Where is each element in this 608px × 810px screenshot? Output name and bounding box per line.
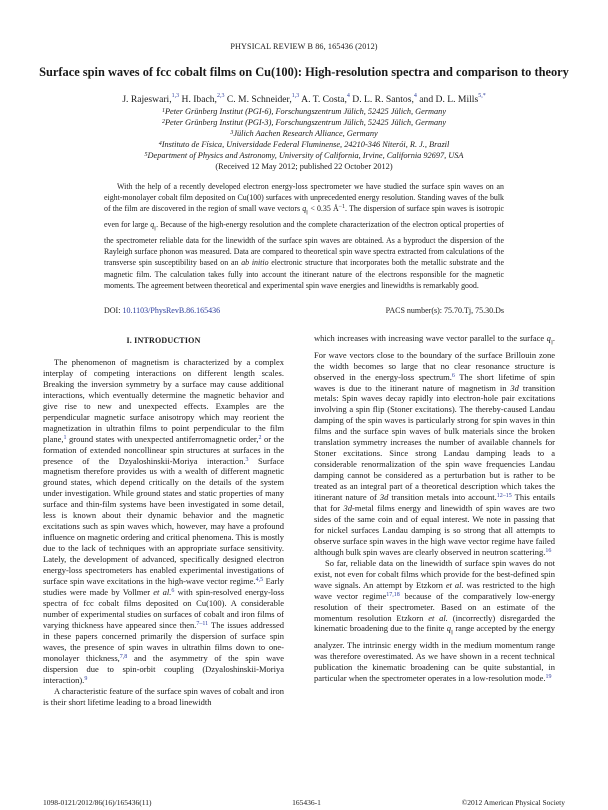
author-name: C. M. Schneider, <box>226 94 292 105</box>
right-column <box>314 333 555 684</box>
journal-header: PHYSICAL REVIEW B 86, 165436 (2012) <box>230 42 378 51</box>
paper-title: Surface spin waves of fcc cobalt films on Cu(100): High-resolution spectra and comparison to theory <box>39 65 569 79</box>
abstract <box>104 181 504 291</box>
author-name: D. L. R. Santos, <box>352 94 414 105</box>
affiliation: $^1$Peter Grünberg Institut (PGI-6), Forschungszentrum Jülich, 52425 Jülich, Germany <box>161 107 447 116</box>
left-column <box>43 336 284 707</box>
affiliation-ref[interactable]: 2,3 <box>216 93 225 99</box>
paragraph: A characteristic feature of the surface spin waves of cobalt and iron is their short lifetime leading to a broad linewidth <box>43 685 284 707</box>
citation-ref[interactable]: 6 <box>451 372 455 379</box>
author-name: A. T. Costa, <box>301 94 347 105</box>
citation-ref[interactable]: 19 <box>545 673 552 680</box>
page-footer <box>43 798 565 807</box>
affiliation-ref[interactable]: 4 <box>346 93 350 99</box>
paragraph: So far, reliable data on the linewidth of surface spin waves do not exist, not even for cobalt films which provide for the best-defined spin wave signals. An attempt by Etzkorn et al. was restricted to the high wave vector regime$^{17,18}$ because of the comparatively low-energy resolution of their spectrometer. Based on an estimate of the momentum resolution Etzkorn et al. (incorrectly) disregarded the kinematic broadening due to the finite $q_{||}$ range accepted by the energy analyzer. The intrinsic energy width in the medium momentum range was therefore overestimated. As we have shown in a recent technical publication the kinematic broadening can be quite substantial, in particular when the spectrometer operates in a low-resolution mode.$^{19}$ <box>314 557 555 683</box>
citation-ref[interactable]: 1 <box>63 434 67 441</box>
abstract-text: With the help of a recently developed electron energy-loss spectrometer we have studied the surface spin waves on an eight-monolayer cobalt film deposited on Cu(100) surfaces with unprecedented energy resolution. Standing waves of the bulk of the film are discovered in the region of small wave vectors $q_{||} < 0.35$ $Å^{-1}$. The dispersion of surface spin waves is isotropic even for large $q_{||}$. Because of the high-energy resolution and the complete characterization of the electron optical properties of the spectrometer reliable data for the linewidth of the surface spin waves are obtained. As a byproduct the dispersion of the Rayleigh surface phonon was measured. Data are compared to theoretical spin wave spectra extracted from calculations of the transverse spin susceptibility based on an ab initio electronic structure that incorporates both the metallic substrate and the magnetic film. The calculation takes fully into account the itinerant nature of the electrons responsible for the magnetic moments. The agreement between theoretical and experimental spin wave energies and linewidths is remarkably good. <box>104 182 505 290</box>
citation-ref[interactable]: 16 <box>545 547 552 554</box>
citation-ref[interactable]: 2 <box>258 434 262 441</box>
citation-ref[interactable]: 12–15 <box>496 493 512 500</box>
affiliation-ref[interactable]: 1,3 <box>171 93 180 99</box>
affiliation-ref[interactable]: 4 <box>413 93 417 99</box>
affiliation: $^3$Jülich Aachen Research Alliance, Germany <box>230 128 378 138</box>
paragraph: The phenomenon of magnetism is characterized by a complex interplay of competing interactions on different length scales. Breaking the inversion symmetry by a surface may cause additional interactions, which eventually determine the magnetic behavior and give rise to new and unexpected effects. Examples are the perpendicular magnetic surface anisotropy which may reorient the magnetization in ultrathin films to point perpendicular to the film plane,$^1$ ground states with unexpected antiferromagnetic order,$^2$ or the formation of extended noncollinear spin structures at surfaces in the presence of the Dzyaloshinskii-Moriya interaction.$^3$ Surface magnetism therefore provides us with a wealth of different magnetic ground states, which depend critically on the details of the system under investigation. While ground states and static properties of many surface and thin-film systems have been investigated in some detail, less is known about their dynamic behavior and the magnetic excitations such as spin waves which, however, may have a profound influence on magnetic ordering and critical phenomena. This is mostly due to the lack of techniques with an appropriate surface sensitivity. Lately, the development of advanced, specifically designed electron energy-loss spectrometers has enabled experimental investigations of surface spin wave excitations in the high-wave vector regime.$^{4,5}$ Early studies were made by Vollmer et al.$^6$ with spin-resolved energy-loss spectra of fcc cobalt films deposited on Cu(100). A considerable number of experimental studies on surfaces of cobalt and iron films of varying thickness have appeared since then.$^{7-11}$ The issues addressed in these papers concerned primarily the dispersion of surface spin waves, the presence of spin waves in ultrathin films down to one-monolayer thickness,$^{7,8}$ and the asymmetry of the spin wave dispersion due to spin-orbit coupling (Dzyaloshinskii-Moriya interaction).$^9$ <box>43 356 285 685</box>
copyright: ©2012 American Physical Society <box>461 798 565 807</box>
affiliation-ref[interactable]: 5,* <box>478 93 486 99</box>
author-name: J. Rajeswari, <box>122 94 172 105</box>
citation-ref[interactable]: 3 <box>245 456 249 463</box>
author-name: H. Ibach, <box>181 94 217 105</box>
citation-ref[interactable]: 17,18 <box>386 591 400 598</box>
citation-ref[interactable]: 7,8 <box>119 653 128 660</box>
citation-ref[interactable]: 4,5 <box>255 577 264 584</box>
citation-ref[interactable]: 6 <box>171 587 175 594</box>
affiliation-ref[interactable]: 1,3 <box>291 93 300 99</box>
affiliation: $^5$Department of Physics and Astronomy, University of California, Irvine, California 92697, USA <box>144 150 464 160</box>
affiliation: $^2$Peter Grünberg Institut (PGI-3), Forschungszentrum Jülich, 52425 Jülich, Germany <box>161 117 447 127</box>
doi-link[interactable]: 10.1103/PhysRevB.86.165436 <box>122 306 221 315</box>
citation-ref[interactable]: 7–11 <box>196 620 209 627</box>
author-list <box>0 94 608 105</box>
footer-issn: 1098-0121/2012/86(16)/165436(11) <box>43 798 152 807</box>
author-name: and D. L. Mills <box>419 94 479 105</box>
affiliations <box>0 107 608 172</box>
paragraph: which increases with increasing wave vector parallel to the surface $q_{||}$. For wave vectors close to the boundary of the surface Brillouin zone the width becomes so large that no clear resonance structure is observed in the energy-loss spectrum.$^6$ The short lifetime of spin waves is due to the itinerant nature of magnetism in 3d transition metals: Spin waves decay rapidly into electron-hole pair excitations involving a spin flip (Stoner excitations). The thereby-caused Landau damping of the spin waves is particularly strong for spin waves in thin films and the surface spin waves of bulk materials since the broken translation symmetry increases the number of available channels for Stoner excitations. Since strong Landau damping leads to a considerable renormalization of the spin wave frequencies Landau damping cannot be considered as a perturbation but is rather to be treated as an integral part of a theoretical description which takes the itinerant nature of 3d transition metals into account.$^{12-15}$ This entails that for 3d-metal films energy and linewidth of spin waves are two sides of the same coin and of equal interest. We note in passing that for nickel surfaces Landau damping is so strong that all attempts to observe surface spin waves in the high wave vector regime have failed although bulk spin waves are clearly observed in neutron scattering.$^{16}$ <box>314 333 556 557</box>
received-dates: (Received 12 May 2012; published 22 October 2012) <box>215 161 393 171</box>
doi-pacs-row <box>104 306 504 315</box>
page-number: 165436-1 <box>292 798 321 807</box>
citation-ref[interactable]: 9 <box>84 675 88 682</box>
section-heading: I. INTRODUCTION <box>126 336 201 345</box>
doi: DOI: 10.1103/PhysRevB.86.165436 <box>104 306 221 315</box>
affiliation: $^4$Instituto de Física, Universidade Federal Fluminense, 24210-346 Niterói, R. J., Brazil <box>158 139 450 149</box>
pacs-numbers: PACS number(s): 75.70.Tj, 75.30.Ds <box>385 306 504 315</box>
